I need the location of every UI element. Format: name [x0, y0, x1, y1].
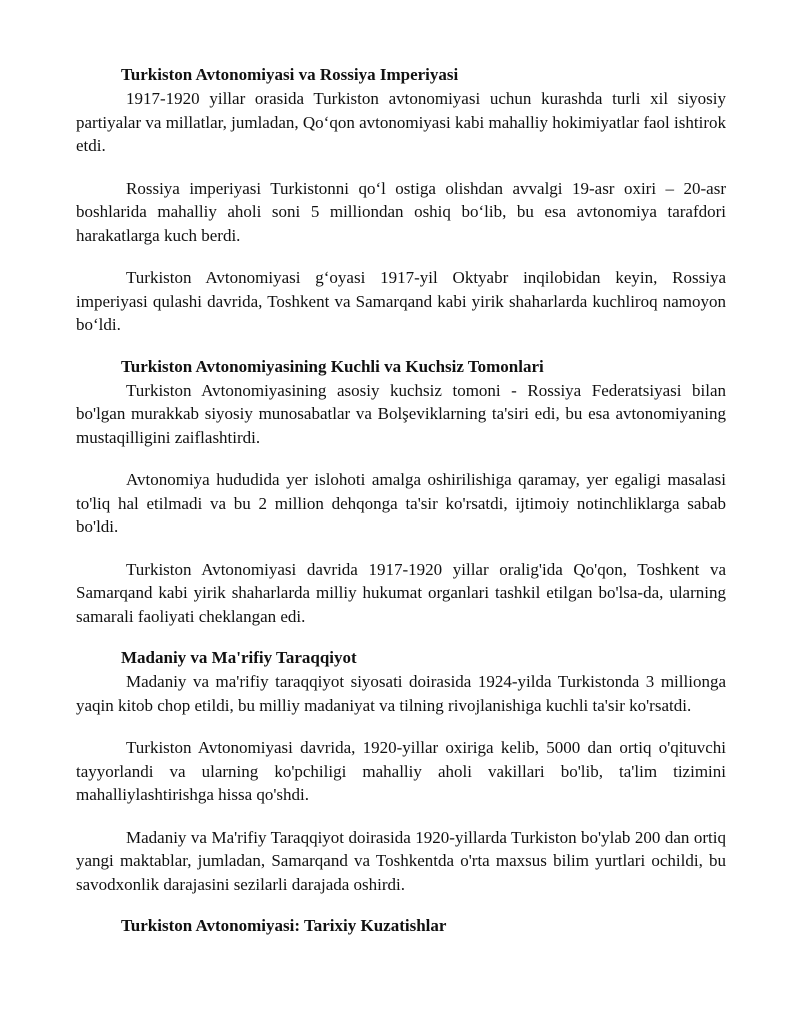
- section-cultural-progress: [76, 647, 726, 896]
- section-heading: Turkiston Avtonomiyasi va Rossiya Imperiyasi: [121, 65, 459, 84]
- section-heading: Turkiston Avtonomiyasi: Tarixiy Kuzatishlar: [121, 916, 447, 935]
- paragraph: Turkiston Avtonomiyasi g‘oyasi 1917-yil Oktyabr inqilobidan keyin, Rossiya imperiyasi qulashi davrida, Toshkent va Samarqand kabi yirik shaharlarda kuchliroq namoyon bo‘ldi.: [76, 268, 726, 334]
- section-heading: Madaniy va Ma'rifiy Taraqqiyot: [121, 648, 357, 667]
- section-strengths-weaknesses: [76, 356, 726, 629]
- section-historical-observations: [76, 915, 726, 937]
- paragraph: Madaniy va ma'rifiy taraqqiyot siyosati doirasida 1924-yilda Turkistonda 3 millionga yaqin kitob chop etildi, bu milliy madaniyat va tilning rivojlanishiga kuchli ta'sir ko'rsatdi.: [76, 672, 726, 715]
- section-autonomy-and-empire: [76, 64, 726, 337]
- paragraph: Madaniy va Ma'rifiy Taraqqiyot doirasida 1920-yillarda Turkiston bo'ylab 200 dan ortiq yangi maktablar, jumladan, Samarqand va Toshkentda o'rta maxsus bilim yurtlari ochildi, bu savodxonlik darajasini sezilarli darajada oshirdi.: [76, 827, 726, 894]
- paragraph: Turkiston Avtonomiyasining asosiy kuchsiz tomoni - Rossiya Federatsiyasi bilan bo'lgan murakkab siyosiy munosabatlar va Bolşeviklarning ta'siri edi, bu esa avtonomiyaning mustaqilligini zaiflashtirdi.: [76, 380, 726, 447]
- paragraph: Turkiston Avtonomiyasi davrida 1917-1920 yillar oralig'ida Qo'qon, Toshkent va Samarqand kabi yirik shaharlarda milliy hukumat organlari tashkil etilgan bo'lsa-da, ularning samarali faoliyati cheklangan edi.: [76, 559, 726, 626]
- paragraph: Avtonomiya hududida yer islohoti amalga oshirilishiga qaramay, yer egaligi masalasi to'liq hal etilmadi va bu 2 million dehqonga ta'sir ko'rsatdi, ijtimoiy notinchliklarga sabab bo'ldi.: [76, 470, 726, 536]
- paragraph: Turkiston Avtonomiyasi davrida, 1920-yillar oxiriga kelib, 5000 dan ortiq o'qituvchi tayyorlandi va ularning ko'pchiligi mahalliy aholi vakillari bo'lib, ta'lim tizimini mahalliylashtirishga hissa qo'shdi.: [76, 738, 726, 804]
- section-heading: Turkiston Avtonomiyasining Kuchli va Kuchsiz Tomonlari: [121, 356, 544, 376]
- paragraph: Rossiya imperiyasi Turkistonni qo‘l ostiga olishdan avvalgi 19-asr oxiri – 20-asr boshlarida mahalliy aholi soni 5 milliondan oshiq bo‘lib, bu esa avtonomiya tarafdori harakatlarga kuch berdi.: [76, 178, 726, 245]
- paragraph: 1917-1920 yillar orasida Turkiston avtonomiyasi uchun kurashda turli xil siyosiy partiyalar va millatlar, jumladan, Qo‘qon avtonomiyasi kabi mahalliy hokimiyatlar faol ishtirok etdi.: [76, 89, 726, 155]
